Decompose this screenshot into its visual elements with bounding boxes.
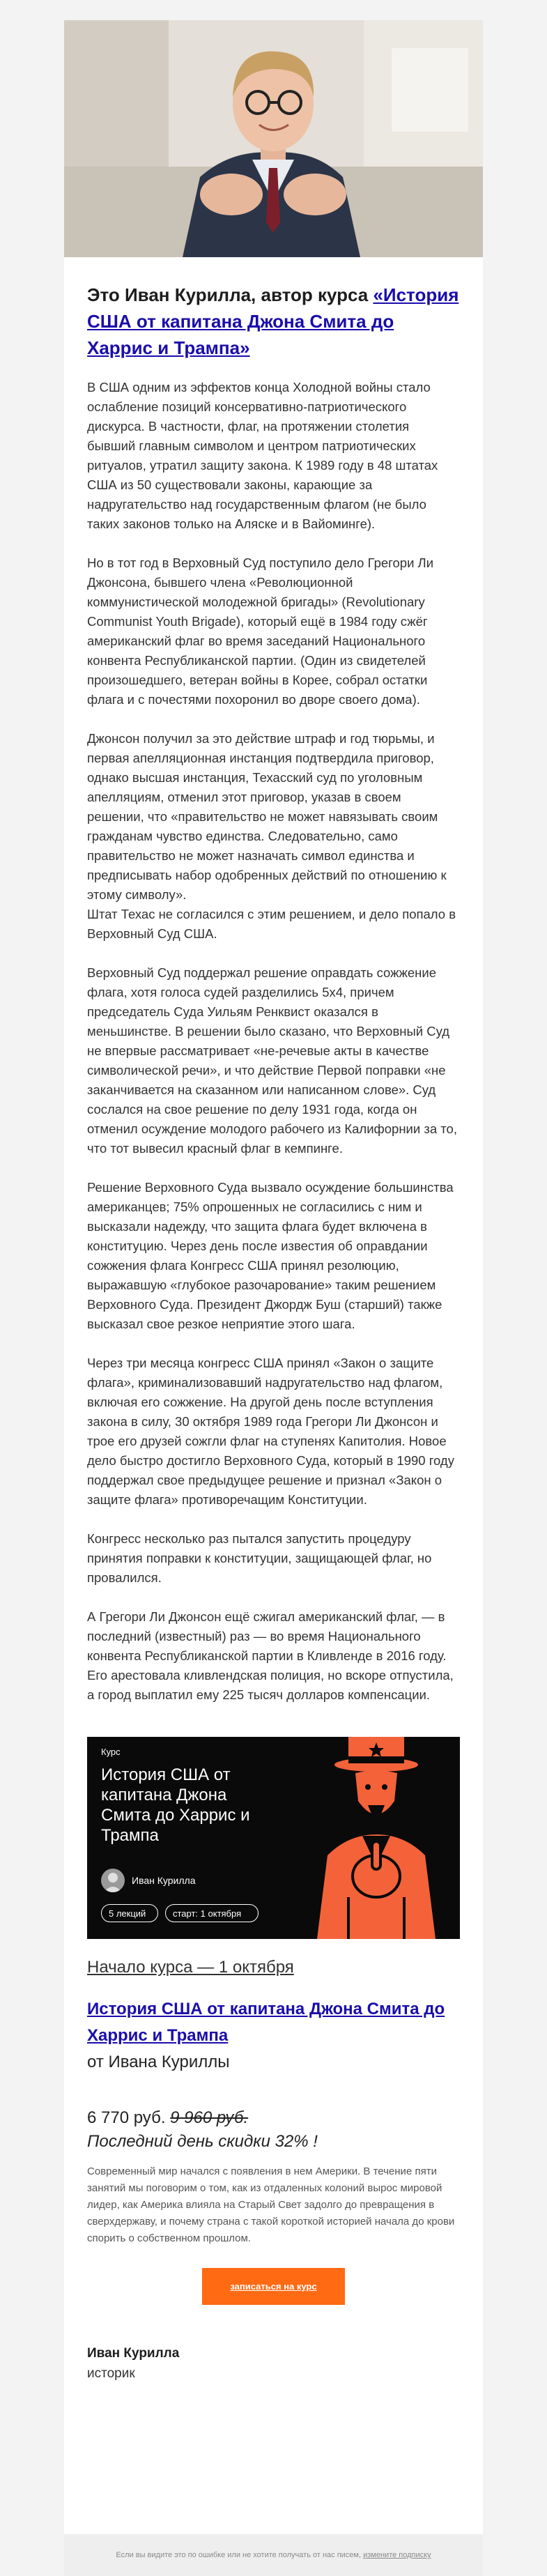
author-photo-illustration xyxy=(64,20,483,257)
banner-title: История США от капитана Джона Смита до Харрис и Трампа xyxy=(101,1765,250,1845)
course-author: от Ивана Куриллы xyxy=(87,2053,230,2071)
signature-role: историк xyxy=(87,2366,135,2381)
course-description: Современный мир начался с появления в нем Америки. В течение пяти занятий мы поговорим о том, как из отдаленных колоний вырос мировой лидер, как Америка влияла на Старый Свет задолго до превращения в сверхдержаву, и почему страна с такой короткой историей начала до крови спорить о собственном прошлом. xyxy=(87,2165,455,2244)
course-start-date: Начало курса — 1 октября xyxy=(87,1958,294,1977)
price xyxy=(87,2106,460,2130)
footer-text: Если вы видите это по ошибке или не хотите получать от нас писем, xyxy=(116,2551,364,2559)
article-paragraph-8: Конгресс несколько раз пытался запустить процедуру принятия поправки к конституции, защищающей флаг, но провалился. xyxy=(87,1531,432,1585)
article-paragraph-9: А Грегори Ли Джонсон ещё сжигал американский флаг, — в последний (известный) раз — во время Национального конвента Республиканской партии в Кливленде в 2016 году. Его арестовала кливлендская полиция, но вскоре отпустила, а город выплатил ему 225 тысяч долларов компенсации. xyxy=(87,1609,454,1702)
footer xyxy=(64,2534,483,2576)
intro-lead: Это Иван Курилла, автор курса xyxy=(87,284,373,305)
article-paragraph-6: Решение Верховного Суда вызвало осуждение большинства американцев; 75% опрошенных не согласились с ним и высказали надежду, что защита флага будет включена в конституцию. Через день после известия об оправдании сожжения флага Конгресс США принял резолюцию, выражавшую «глубокое разочарование» таким решением Верховного Суда. Президент Джордж Буш (старший) также высказал свое резкое неприятие этого шага. xyxy=(87,1180,454,1331)
enroll-button[interactable]: записаться на курс xyxy=(202,2268,345,2305)
start-badge: старт: 1 октября xyxy=(165,1904,259,1922)
author-photo xyxy=(64,20,483,257)
article-paragraph-2: Но в тот год в Верховный Суд поступило дело Грегори Ли Джонсона, бывшего члена «Революционной коммунистической молодежной бригады» (Revolutionary Communist Youth Brigade), который ещё в 1984 году сжёг американский флаг во время заседаний Национального конвента Республиканской партии. (Один из свидетелей произошедшего, ветеран войны в Корее, собрал остатки флага и с почестями похоронил во дворе своего дома). xyxy=(87,555,434,707)
price-old: 9 960 руб. xyxy=(170,2108,249,2127)
course-title-link[interactable]: «История США от капитана Джона Смита до Харрис и Трампа» xyxy=(87,284,459,358)
uncle-sam-icon xyxy=(279,1737,460,1939)
course-title-link-2[interactable]: История США от капитана Джона Смита до Харрис и Трампа xyxy=(87,2000,445,2045)
banner-brand: Курс xyxy=(101,1747,121,1757)
unsubscribe-link[interactable]: измените подписку xyxy=(363,2551,431,2559)
intro-heading xyxy=(87,257,460,361)
banner-author: Иван Курилла xyxy=(132,1875,196,1886)
lectures-badge: 5 лекций xyxy=(101,1904,158,1922)
article-paragraph-7: Через три месяца конгресс США принял «Закон о защите флага», криминализовавший надругательство над флагом, включая его сожжение. На другой день после вступления закона в силу, 30 октября 1989 года Грегори Ли Джонсон и трое его друзей сожгли флаг на ступенях Капитолия. Новое дело быстро достигло Верховного Суда, который в 1990 году поддержал свое предыдущее решение и признал «Закон о защите флага» противоречащим Конституции. xyxy=(87,1356,454,1507)
discount-note: Последний день скидки 32% ! xyxy=(87,2132,318,2151)
price-current: 6 770 руб. xyxy=(87,2108,171,2127)
avatar xyxy=(101,1869,125,1892)
article-paragraph-4: Штат Техас не согласился с этим решением, и дело попало в Верховный Суд США. xyxy=(87,907,456,941)
article-paragraph-1: В США одним из эффектов конца Холодной войны стало ослабление позиций консервативно-патриотического дискурса. В частности, флаг, на протяжении столетия бывший главным символом и центром патриотических ритуалов, утратил защиту закона. К 1989 году в 48 штатах США из 50 существовали законы, карающие за надругательство над государственным флагом (не было таких законов только на Аляске и в Вайоминге). xyxy=(87,380,438,531)
article-paragraph-3: Джонсон получил за это действие штраф и год тюрьмы, и первая апелляционная инстанция подтвердила приговор, однако высшая инстанция, Техасский суд по уголовным апелляциям, отменил этот приговор, указав в своем решении, что «правительство не может навязывать своим гражданам чувство единства. Следовательно, само правительство не может назначать символ единства и предписывать набор одобренных действий по отношению к этому символу». xyxy=(87,731,447,902)
article-paragraph-5: Верховный Суд поддержал решение оправдать сожжение флага, хотя голоса судей разделились 5x4, причем председатель Суда Уильям Ренквист оказался в меньшинстве. В решении было сказано, что Верховный Суд не впервые рассматривает «не-речевые акты в качестве символической речи», и что действие Первой поправки «не заканчивается на сказанном или написанном слове». Суд сослался на свое решение по делу 1931 года, когда он отменил осуждение молодого рабочего из Калифорнии за то, что тот вывесил красный флаг в кемпинге. xyxy=(87,965,457,1156)
signature-name: Иван Курилла xyxy=(87,2346,180,2361)
email-container xyxy=(64,20,483,2576)
course-banner[interactable] xyxy=(87,1737,460,1939)
